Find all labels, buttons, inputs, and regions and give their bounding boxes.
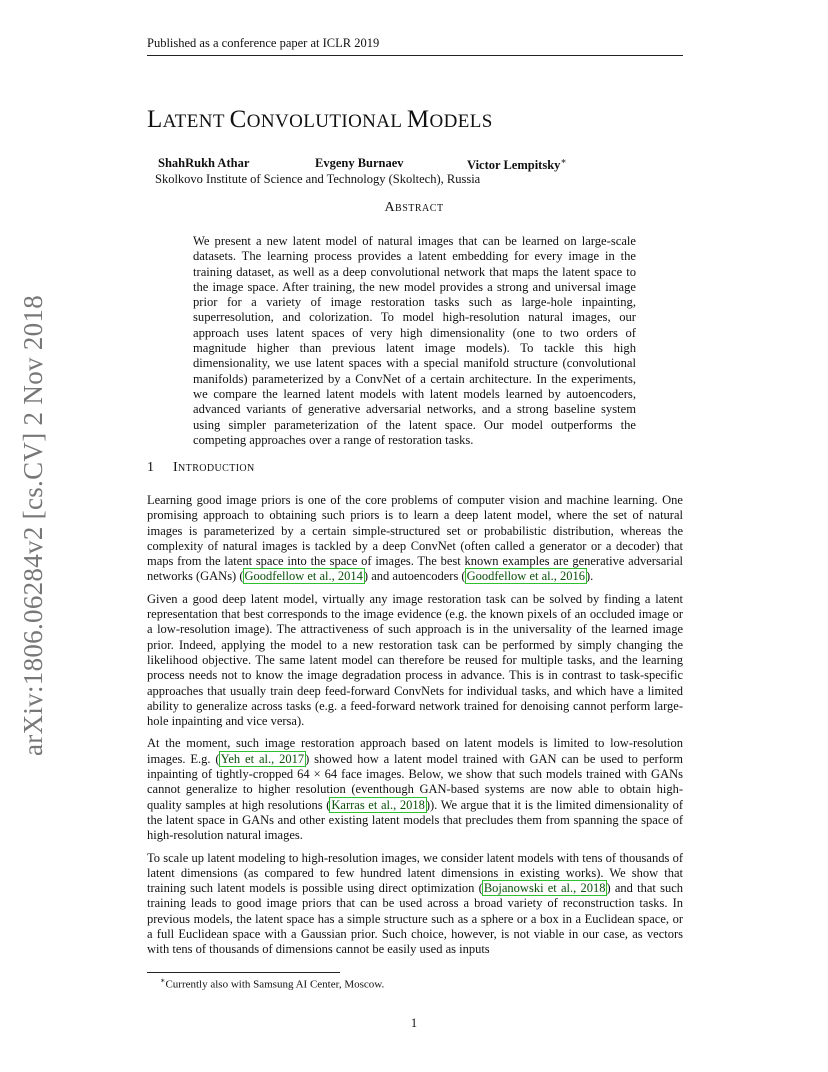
- footnote-rule: [147, 972, 340, 973]
- paragraph-1: Learning good image priors is one of the core problems of computer vision and machine learning. One promising approach to obtaining such priors is to learn a deep latent model, where the set of natural images is parameterized by a certain simple-structured set or probabilistic distribution, whereas the complexity of natural images is tackled by a deep ConvNet (often called a generator or a decoder) that maps from the latent space into the space of images. The best known examples are generative adversarial networks (GANs) (Goodfellow et al., 2014) and autoencoders (Goodfellow et al., 2016).: [147, 493, 683, 584]
- page-number: 1: [410, 1016, 418, 1030]
- author-burnaev: Evgeny Burnaev: [315, 156, 404, 170]
- citation-bojanowski-2018[interactable]: Bojanowski et al., 2018: [483, 881, 606, 896]
- citation-karras-2018[interactable]: Karras et al., 2018: [331, 797, 425, 812]
- section-title: Introduction: [173, 460, 255, 475]
- citation-yeh-2017[interactable]: Yeh et al., 2017: [220, 751, 305, 766]
- footnote-marker[interactable]: ∗: [560, 156, 567, 166]
- paragraph-4: To scale up latent modeling to high-resolution images, we consider latent models with tens of thousands of latent dimensions (as compared to few hundred latent dimensions in existing works). We show that training such latent models is possible using direct optimization (Bojanowski et al., 2018) and that such training leads to good image priors that can be used across a broad variety of reconstruction tasks. In previous models, the latent space has a simple structure such as a sphere or a box in a Euclidean space, or a full Euclidean space with a Gaussian prior. Such choice, however, is not viable in our case, as vectors with tens of thousands of dimensions cannot be easily used as inputs: [147, 850, 683, 957]
- affiliation: Skolkovo Institute of Science and Technology (Skoltech), Russia: [155, 172, 481, 186]
- citation-goodfellow-2014[interactable]: Goodfellow et al., 2014: [244, 569, 363, 584]
- running-header: Published as a conference paper at ICLR 2019: [147, 36, 683, 56]
- citation-goodfellow-2016[interactable]: Goodfellow et al., 2016: [466, 569, 585, 584]
- author-lempitsky: Victor Lempitsky∗: [467, 156, 567, 173]
- arxiv-identifier-stamp[interactable]: arXiv:1806.06284v2 [cs.CV] 2 Nov 2018: [18, 294, 48, 756]
- paragraph-2: Given a good deep latent model, virtually any image restoration task can be solved by finding a latent representation that best corresponds to the image evidence (e.g. the known pixels of an occluded image or a low-resolution image). The attractiveness of such approach is in the universality of the learned image prior. Indeed, applying the model to a new restoration task can be performed by simply changing the likelihood objective. The same latent model can therefore be reused for multiple tasks, and the learning process needs not to know the image degradation process in advance. This is in contrast to task-specific approaches that usually train deep feed-forward ConvNets for individual tasks, and which have a limited ability to generalize across tasks (e.g. a feed-forward network trained for denoising cannot perform large-hole inpainting and vice versa).: [147, 591, 683, 729]
- body-text: [147, 493, 683, 965]
- footnote: ∗Currently also with Samsung AI Center, Moscow.: [160, 976, 385, 991]
- abstract-heading: Abstract: [384, 200, 444, 215]
- paper-title: LATENT CONVOLUTIONAL MODELS: [147, 106, 493, 133]
- section-number: 1: [147, 460, 155, 475]
- abstract-text: We present a new latent model of natural images that can be learned on large-scale datasets. The learning process provides a latent embedding for every image in the training dataset, as well as a deep convolutional network that maps the latent space to the image space. After training, the new model provides a strong and universal image prior for a variety of image restoration tasks such as large-hole inpainting, superresolution, and colorization. To model high-resolution natural images, our approach uses latent spaces of very high dimensionality (one to two orders of magnitude higher than previous latent image models). To tackle this high dimensionality, we use latent spaces with a special manifold structure (convolutional manifolds) parameterized by a ConvNet of a certain architecture. In the experiments, we compare the learned latent models with latent models learned by autoencoders, advanced variants of generative adversarial networks, and a strong baseline system using simpler parameterization of the latent space. Our model outperforms the competing approaches over a range of restoration tasks.: [193, 234, 636, 447]
- author-athar: ShahRukh Athar: [158, 156, 250, 170]
- section-heading-introduction: [147, 460, 255, 476]
- paragraph-3: At the moment, such image restoration approach based on latent models is limited to low-resolution images. E.g. (Yeh et al., 2017) showed how a latent model trained with GAN can be used to perform inpainting of tightly-cropped 64 × 64 face images. Below, we show that such models trained with GANs cannot generalize to higher resolution (eventhough GAN-based systems are now able to obtain high-quality samples at high resolutions (Karras et al., 2018)). We argue that it is the limited dimensionality of the latent space in GANs and other existing latent models that precludes them from spanning the space of high-resolution natural images.: [147, 736, 683, 843]
